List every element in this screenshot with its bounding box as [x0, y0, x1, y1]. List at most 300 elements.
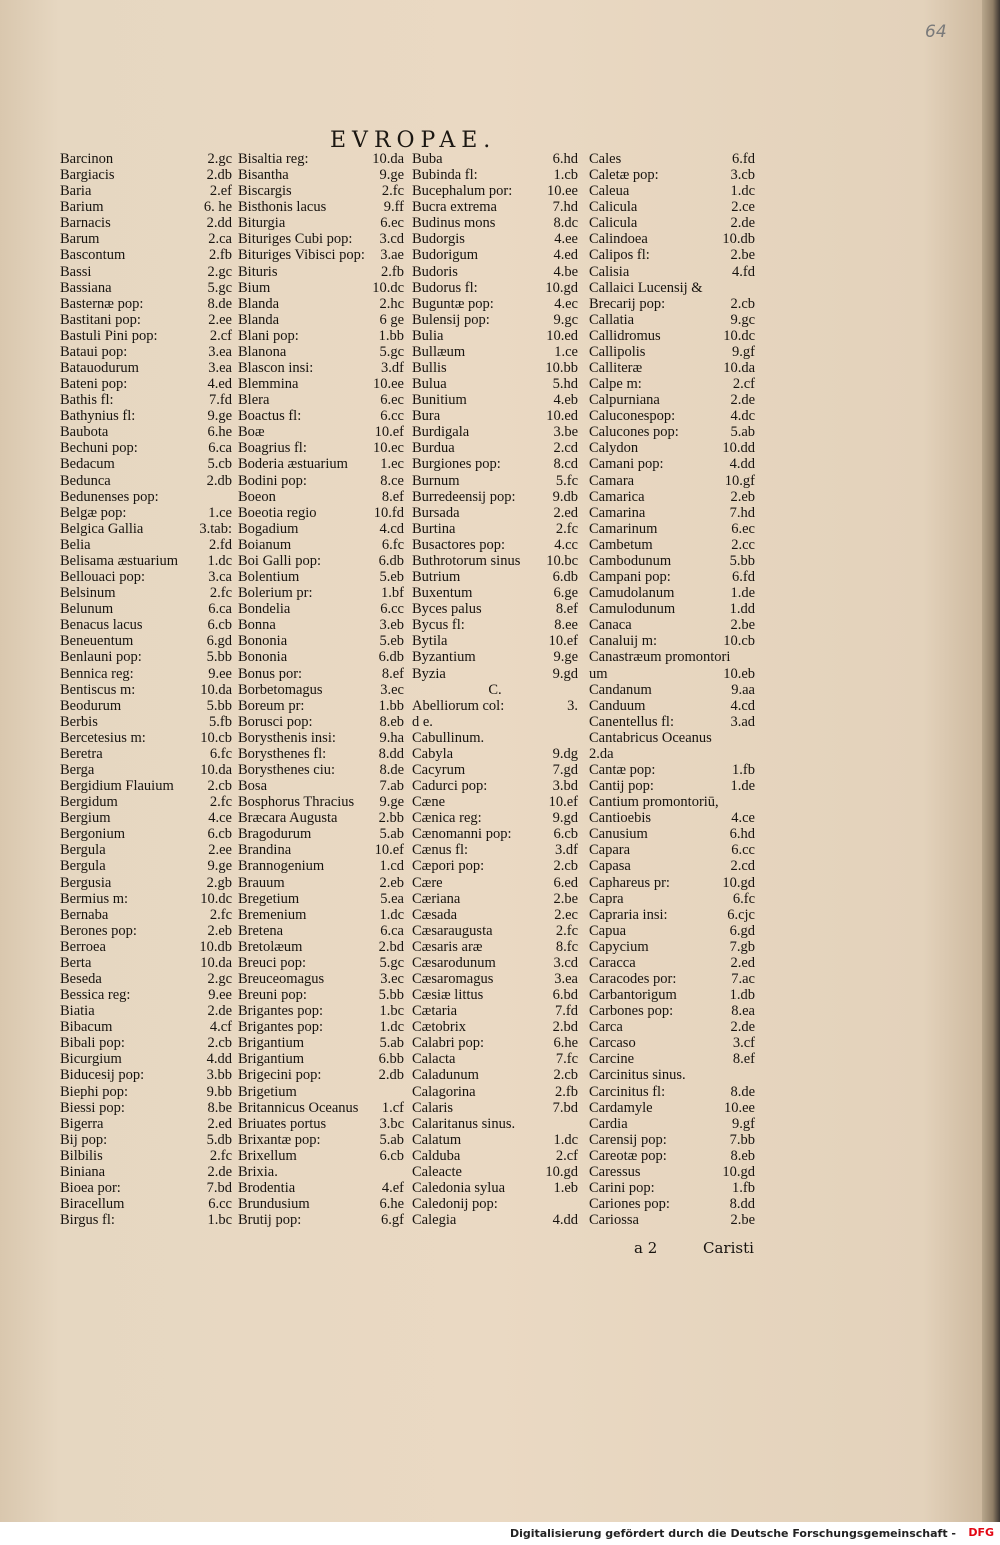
- entry-name: Bulia: [412, 327, 444, 344]
- entry-name: Busactores pop:: [412, 536, 506, 553]
- entry-ref: 6.cb: [553, 826, 578, 843]
- entry-ref: 6.cb: [379, 1147, 404, 1164]
- entry-ref: 2.fc: [555, 922, 578, 939]
- entry-name: Abelliorum col:: [412, 697, 505, 714]
- index-entry: [589, 649, 755, 665]
- entry-ref: 5.gc: [379, 954, 404, 971]
- entry-ref: 10.da: [372, 151, 404, 167]
- index-entry: [589, 1067, 755, 1083]
- entry-name: Bonna: [238, 617, 276, 634]
- entry-name: Cænomanni pop:: [412, 826, 512, 843]
- index-entry: [589, 1132, 755, 1148]
- entry-ref: 10.eb: [723, 665, 755, 682]
- index-entry: [589, 456, 755, 472]
- entry-name: 2.da: [589, 745, 614, 762]
- index-entry: [238, 987, 404, 1003]
- index-entry: [412, 424, 578, 440]
- index-entry: [412, 1035, 578, 1051]
- entry-ref: 1.bb: [378, 327, 404, 344]
- entry-name: um: [589, 665, 608, 682]
- entry-ref: 2.db: [378, 1067, 404, 1084]
- index-entry: [412, 601, 578, 617]
- index-entry: [589, 601, 755, 617]
- entry-ref: 8.ef: [732, 1051, 755, 1068]
- index-entry: [238, 537, 404, 553]
- entry-name: Bisaltia reg:: [238, 151, 309, 167]
- entry-name: Bioea por:: [60, 1180, 121, 1196]
- entry-ref: 10.ec: [373, 440, 404, 457]
- entry-name: Benacus lacus: [60, 617, 143, 634]
- entry-ref: 6.ed: [553, 874, 578, 891]
- entry-ref: 1.dc: [730, 183, 755, 200]
- entry-ref: 2.fb: [381, 263, 404, 280]
- index-entry: [238, 698, 404, 714]
- entry-name: Beseda: [60, 970, 102, 987]
- entry-ref: 6.fd: [732, 569, 755, 586]
- entry-name: Brauum: [238, 874, 285, 891]
- index-entry: [238, 328, 404, 344]
- entry-ref: 2.be: [730, 617, 755, 634]
- index-entry: [412, 585, 578, 601]
- index-entry: [238, 762, 404, 778]
- entry-ref: 2.ca: [208, 231, 232, 248]
- index-entry: [412, 617, 578, 633]
- entry-name: Budoris: [412, 263, 458, 280]
- index-entry: [589, 907, 755, 923]
- entry-ref: 10.ef: [548, 633, 578, 650]
- entry-name: Brigantes pop:: [238, 1019, 323, 1036]
- index-entry: [60, 939, 232, 955]
- entry-ref: 7.bd: [552, 1099, 578, 1116]
- entry-name: Bura: [412, 408, 441, 425]
- entry-name: Belgica Gallia: [60, 520, 144, 537]
- index-entry: [412, 955, 578, 971]
- entry-ref: 7.bd: [206, 1180, 232, 1196]
- entry-name: Caladunum: [412, 1067, 479, 1084]
- entry-ref: 10.ef: [374, 424, 404, 441]
- index-entry: [589, 971, 755, 987]
- entry-name: Biessi pop:: [60, 1099, 125, 1116]
- index-entry: [238, 521, 404, 537]
- index-entry: [412, 231, 578, 247]
- entry-ref: 10.cb: [723, 633, 755, 650]
- entry-name: Bassiana: [60, 279, 112, 296]
- entry-ref: 10.bb: [545, 360, 578, 377]
- index-entry: [589, 778, 755, 794]
- entry-ref: 6.bb: [378, 1051, 404, 1068]
- entry-ref: 5.bb: [206, 697, 232, 714]
- entry-ref: 1.dc: [379, 1019, 404, 1036]
- entry-ref: 6. he: [203, 199, 232, 216]
- index-entry: [589, 762, 755, 778]
- entry-name: Bilbilis: [60, 1147, 103, 1164]
- entry-ref: 1.ce: [208, 504, 232, 521]
- entry-ref: 2.ed: [730, 954, 755, 971]
- entry-name: Callatia: [589, 311, 635, 328]
- index-entry: [589, 537, 755, 553]
- index-entry: [238, 633, 404, 649]
- entry-ref: 8.ee: [554, 617, 578, 634]
- entry-name: Cæsarodunum: [412, 954, 496, 971]
- index-entry: [60, 649, 232, 665]
- index-entry: [60, 682, 232, 698]
- entry-name: Borysthenes ciu:: [238, 761, 336, 778]
- entry-ref: 2.cc: [731, 536, 755, 553]
- index-entry: [238, 682, 404, 698]
- index-entry: [589, 440, 755, 456]
- index-entry: [589, 392, 755, 408]
- entry-name: Carcaso: [589, 1035, 636, 1052]
- index-entry: [412, 682, 578, 698]
- index-entry: [60, 1180, 232, 1196]
- entry-ref: 7.hd: [552, 199, 578, 216]
- entry-name: Calaris: [412, 1099, 454, 1116]
- entry-name: Bibali pop:: [60, 1035, 125, 1052]
- index-entry: [238, 296, 404, 312]
- index-entry: [60, 456, 232, 472]
- index-entry: [60, 891, 232, 907]
- index-entry: [60, 971, 232, 987]
- entry-name: Bisantha: [238, 167, 289, 184]
- entry-name: Bathynius fl:: [60, 408, 136, 425]
- entry-name: Bastuli Pini pop:: [60, 327, 158, 344]
- entry-ref: 5.bb: [206, 649, 232, 666]
- index-entry: [412, 505, 578, 521]
- entry-name: Boactus fl:: [238, 408, 302, 425]
- entry-name: Bellouaci pop:: [60, 569, 145, 586]
- index-entry: [412, 633, 578, 649]
- index-entry: [60, 714, 232, 730]
- index-entry: [60, 794, 232, 810]
- entry-ref: 8.ef: [381, 665, 404, 682]
- index-entry: [60, 762, 232, 778]
- entry-name: Cæpori pop:: [412, 858, 485, 875]
- entry-ref: 2.ed: [207, 1115, 232, 1132]
- entry-ref: 4.fd: [732, 263, 755, 280]
- entry-name: Beretra: [60, 745, 103, 762]
- index-column-1: [60, 151, 232, 1228]
- entry-ref: 6.cjc: [727, 906, 755, 923]
- index-entry: [238, 907, 404, 923]
- entry-name: Camarinum: [589, 520, 658, 537]
- page-header: EVROPAE.: [330, 128, 497, 153]
- entry-name: Bubinda fl:: [412, 167, 478, 184]
- entry-ref: 10.ed: [546, 408, 578, 425]
- entry-name: Bateni pop:: [60, 376, 128, 393]
- index-entry: [412, 1148, 578, 1164]
- index-entry: [238, 456, 404, 472]
- entry-ref: 7.fd: [555, 1003, 578, 1020]
- index-entry: [60, 392, 232, 408]
- entry-name: Cadurci pop:: [412, 778, 488, 795]
- index-entry: [238, 1100, 404, 1116]
- entry-name: Camulodunum: [589, 601, 676, 618]
- entry-ref: 2.de: [730, 1019, 755, 1036]
- entry-name: Calipos fl:: [589, 247, 650, 264]
- entry-ref: 8.dc: [553, 215, 578, 232]
- index-entry: [238, 939, 404, 955]
- entry-ref: 2.ee: [208, 311, 232, 328]
- entry-name: Bituriges Vibisci pop:: [238, 247, 365, 264]
- index-entry: [589, 280, 755, 296]
- index-entry: [589, 505, 755, 521]
- entry-name: Brigetium: [238, 1083, 297, 1100]
- entry-ref: 5.fc: [555, 472, 578, 489]
- index-entry: [238, 1212, 404, 1228]
- index-entry: [589, 199, 755, 215]
- index-entry: [238, 1164, 404, 1180]
- entry-ref: 10.cb: [200, 729, 232, 746]
- entry-ref: 9.bb: [206, 1083, 232, 1100]
- entry-ref: 2.fc: [209, 1147, 232, 1164]
- entry-ref: 9.ha: [379, 729, 404, 746]
- index-entry: [60, 1116, 232, 1132]
- entry-name: Brigantes pop:: [238, 1003, 323, 1020]
- entry-ref: 5.cb: [207, 456, 232, 473]
- entry-name: Calduba: [412, 1147, 461, 1164]
- entry-ref: 1.ec: [380, 456, 404, 473]
- entry-name: Budorus fl:: [412, 279, 478, 296]
- index-entry: [238, 247, 404, 263]
- entry-name: Cæsada: [412, 906, 458, 923]
- entry-name: Bituriges Cubi pop:: [238, 231, 353, 248]
- entry-ref: 3.bd: [552, 778, 578, 795]
- entry-ref: 7.bb: [729, 1131, 755, 1148]
- index-entry: [412, 858, 578, 874]
- entry-name: Bergidium Flauium: [60, 778, 174, 795]
- entry-name: Bedacum: [60, 456, 115, 473]
- entry-name: Caluconespop:: [589, 408, 676, 425]
- entry-ref: 2.bd: [378, 938, 404, 955]
- entry-ref: 10.da: [200, 681, 232, 698]
- index-entry: [589, 215, 755, 231]
- entry-name: Carcinitus sinus.: [589, 1067, 686, 1084]
- index-entry: [238, 1180, 404, 1196]
- index-entry: [238, 955, 404, 971]
- entry-ref: 3.ec: [380, 681, 404, 698]
- index-entry: [589, 183, 755, 199]
- entry-ref: 3.tab:: [199, 520, 232, 537]
- entry-ref: 2.cb: [553, 1067, 578, 1084]
- entry-ref: 9.ff: [383, 199, 404, 216]
- index-entry: [60, 1148, 232, 1164]
- entry-name: Bataui pop:: [60, 343, 128, 360]
- entry-ref: 8.de: [379, 761, 404, 778]
- entry-ref: 6.ec: [731, 520, 755, 537]
- index-entry: [60, 730, 232, 746]
- entry-name: Bullis: [412, 360, 447, 377]
- index-column-4: [589, 151, 755, 1228]
- entry-name: Bremenium: [238, 906, 307, 923]
- entry-name: Boæ: [238, 424, 265, 441]
- index-entry: [412, 875, 578, 891]
- entry-ref: 2.ee: [208, 842, 232, 859]
- entry-ref: 10.ee: [547, 183, 578, 200]
- index-entry: [589, 923, 755, 939]
- entry-name: Brodentia: [238, 1180, 296, 1196]
- entry-name: Cambodunum: [589, 552, 672, 569]
- entry-name: Camani pop:: [589, 456, 664, 473]
- index-entry: [412, 810, 578, 826]
- entry-name: Belsinum: [60, 585, 116, 602]
- index-entry: [60, 875, 232, 891]
- index-entry: [412, 376, 578, 392]
- entry-ref: 6.he: [553, 1035, 578, 1052]
- entry-name: Bulua: [412, 376, 447, 393]
- index-entry: [60, 1019, 232, 1035]
- entry-ref: 10.db: [722, 231, 755, 248]
- entry-ref: 9.ee: [208, 665, 232, 682]
- entry-name: Camarica: [589, 488, 645, 505]
- index-entry: [412, 199, 578, 215]
- index-entry: [60, 505, 232, 521]
- entry-ref: 5.bb: [729, 552, 755, 569]
- entry-ref: 2.fc: [381, 183, 404, 200]
- index-entry: [412, 714, 578, 730]
- entry-name: Bergium: [60, 810, 111, 827]
- index-entry: [238, 923, 404, 939]
- entry-name: Cantioebis: [589, 810, 652, 827]
- entry-name: Blanda: [238, 295, 280, 312]
- index-entry: [589, 1019, 755, 1035]
- index-entry: [60, 489, 232, 505]
- index-entry: [589, 955, 755, 971]
- index-entry: [238, 151, 404, 167]
- entry-name: Cæsaris aræ: [412, 938, 483, 955]
- index-entry: [412, 649, 578, 665]
- index-entry: [238, 858, 404, 874]
- entry-ref: 3.df: [555, 842, 578, 859]
- entry-name: Blera: [238, 392, 270, 409]
- index-entry: [589, 1051, 755, 1067]
- index-entry: [60, 183, 232, 199]
- entry-ref: 9.ge: [379, 167, 404, 184]
- index-entry: [238, 617, 404, 633]
- entry-name: Belgæ pop:: [60, 504, 127, 521]
- entry-ref: 6 ge: [379, 311, 404, 328]
- entry-name: Biducesij pop:: [60, 1067, 145, 1084]
- entry-ref: 9.gc: [730, 311, 755, 328]
- entry-name: Carini pop:: [589, 1180, 655, 1196]
- entry-ref: 10.ef: [548, 794, 578, 811]
- entry-ref: 1.dc: [207, 552, 232, 569]
- entry-ref: 1.db: [729, 987, 755, 1004]
- index-entry: [60, 199, 232, 215]
- entry-name: Bolentium: [238, 569, 300, 586]
- index-entry: [238, 1051, 404, 1067]
- index-entry: [60, 151, 232, 167]
- index-entry: [412, 1196, 578, 1212]
- index-entry: [60, 666, 232, 682]
- index-entry: [412, 971, 578, 987]
- entry-ref: 3.bc: [379, 1115, 404, 1132]
- index-entry: [589, 296, 755, 312]
- entry-name: Bulensij pop:: [412, 311, 490, 328]
- entry-ref: 2.fc: [209, 585, 232, 602]
- index-entry: [60, 473, 232, 489]
- entry-name: Bercetesius m:: [60, 729, 146, 746]
- entry-ref: 1.fb: [732, 761, 755, 778]
- entry-ref: 6.cc: [380, 601, 404, 618]
- entry-name: Brigantium: [238, 1051, 305, 1068]
- entry-name: Caletæ pop:: [589, 167, 659, 184]
- index-entry: [412, 730, 578, 746]
- entry-name: Calicula: [589, 199, 638, 216]
- entry-name: Camara: [589, 472, 635, 489]
- entry-ref: 8.ea: [731, 1003, 755, 1020]
- entry-name: Batauodurum: [60, 360, 139, 377]
- entry-ref: 2.de: [730, 392, 755, 409]
- entry-ref: 10.gd: [545, 1163, 578, 1180]
- entry-name: Biturgia: [238, 215, 286, 232]
- index-entry: [412, 1116, 578, 1132]
- entry-name: Capycium: [589, 938, 649, 955]
- entry-ref: 9.gd: [552, 810, 578, 827]
- index-entry: [412, 1180, 578, 1196]
- index-entry: [238, 183, 404, 199]
- index-entry: [238, 1084, 404, 1100]
- entry-ref: 5.gc: [379, 343, 404, 360]
- entry-name: Biscargis: [238, 183, 292, 200]
- index-entry: [60, 1132, 232, 1148]
- index-entry: [60, 215, 232, 231]
- entry-name: Bretena: [238, 922, 284, 939]
- entry-name: Calabri pop:: [412, 1035, 485, 1052]
- index-entry: [412, 891, 578, 907]
- index-entry: [589, 489, 755, 505]
- entry-ref: 2.cf: [732, 376, 755, 393]
- index-entry: [238, 489, 404, 505]
- entry-name: Bargiacis: [60, 167, 115, 184]
- entry-ref: 9.db: [552, 488, 578, 505]
- index-entry: [589, 1196, 755, 1212]
- index-entry: [412, 1212, 578, 1228]
- entry-name: Cabullinum.: [412, 729, 485, 746]
- entry-name: Cænica reg:: [412, 810, 482, 827]
- entry-name: Bibacum: [60, 1019, 113, 1036]
- index-entry: [412, 778, 578, 794]
- index-entry: [589, 858, 755, 874]
- entry-ref: 6.he: [207, 424, 232, 441]
- entry-ref: 1.dc: [553, 1131, 578, 1148]
- entry-ref: 6.db: [378, 649, 404, 666]
- entry-name: d e.: [412, 713, 433, 730]
- entry-ref: 2.be: [730, 247, 755, 264]
- index-entry: [60, 585, 232, 601]
- entry-name: Belunum: [60, 601, 114, 618]
- entry-ref: 8.be: [207, 1099, 232, 1116]
- entry-name: Bycus fl:: [412, 617, 465, 634]
- index-entry: [589, 714, 755, 730]
- entry-name: Borusci pop:: [238, 713, 313, 730]
- entry-ref: 6.bd: [552, 987, 578, 1004]
- index-entry: [60, 264, 232, 280]
- entry-ref: 10.fd: [373, 504, 404, 521]
- entry-ref: 7.hd: [729, 504, 755, 521]
- index-entry: [60, 537, 232, 553]
- entry-ref: 6.cc: [208, 1196, 232, 1213]
- index-entry: [60, 907, 232, 923]
- entry-name: Boianum: [238, 536, 292, 553]
- entry-ref: 10.ef: [374, 842, 404, 859]
- entry-ref: 6.cb: [207, 617, 232, 634]
- entry-name: Bentiscus m:: [60, 681, 136, 698]
- entry-name: C.: [488, 681, 502, 698]
- index-entry: [60, 344, 232, 360]
- entry-name: Capasa: [589, 858, 631, 875]
- entry-name: Buguntæ pop:: [412, 295, 494, 312]
- entry-ref: 4.cd: [730, 697, 755, 714]
